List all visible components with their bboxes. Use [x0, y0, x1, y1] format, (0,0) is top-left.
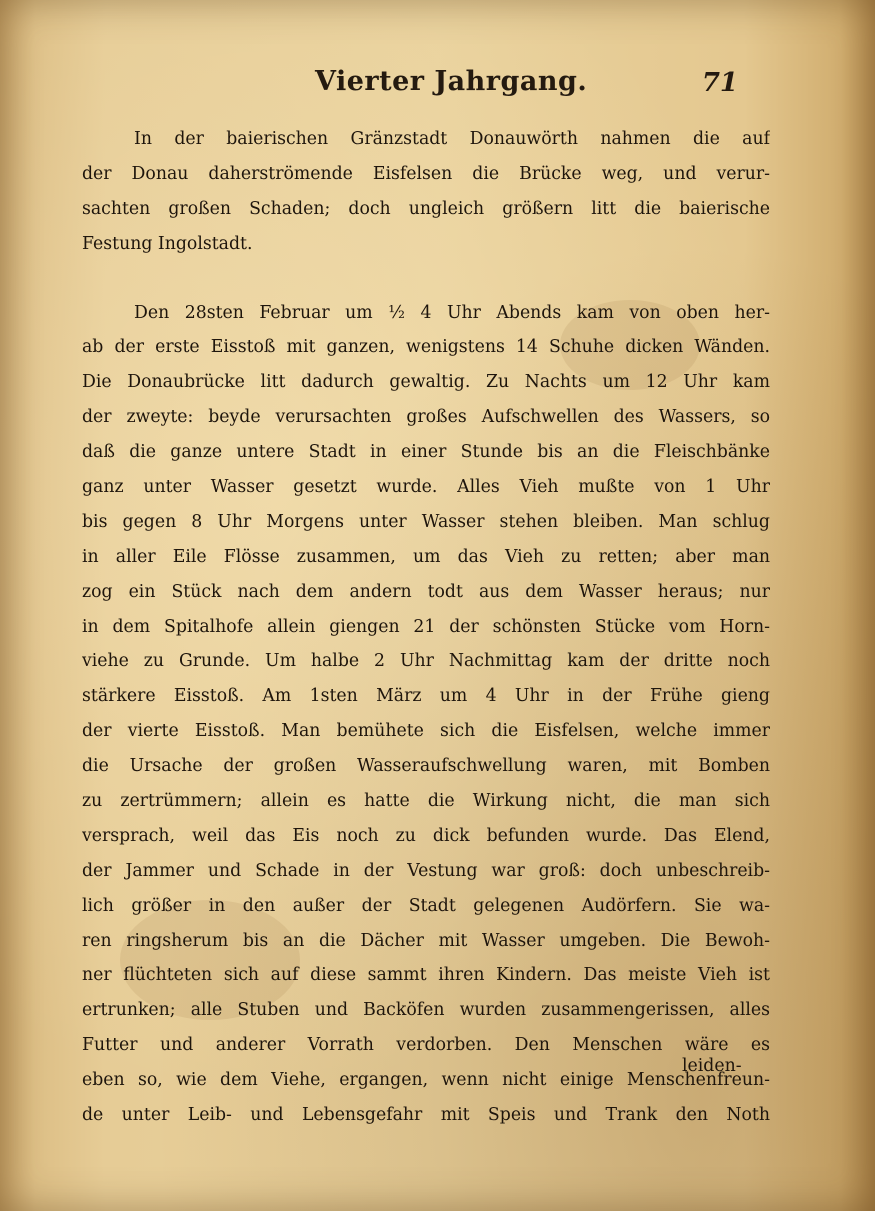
- page-number: 71: [701, 68, 738, 98]
- text-line: daß die ganze untere Stadt in einer Stunde bis an die Fleischbänke: [82, 442, 770, 463]
- text-line: zu zertrümmern; allein es hatte die Wirkung nicht, die man sich: [82, 791, 770, 812]
- running-title: Vierter Jahrgang.: [315, 66, 588, 97]
- text-line: bis gegen 8 Uhr Morgens unter Wasser stehen bleiben. Man schlug: [82, 511, 770, 532]
- paragraph: [82, 122, 770, 262]
- text-line: Die Donaubrücke litt dadurch gewaltig. Zu Nachts um 12 Uhr kam: [82, 372, 770, 393]
- text-line: der vierte Eisstoß. Man bemühete sich die Eisfelsen, welche immer: [82, 721, 770, 742]
- paragraph-gap: [82, 262, 770, 296]
- body-text: [82, 122, 770, 1133]
- text-line: de unter Leib- und Lebensgefahr mit Speis und Trank den Noth: [82, 1105, 770, 1126]
- text-line: der zweyte: beyde verursachten großes Aufschwellen des Wassers, so: [82, 407, 770, 428]
- text-line: versprach, weil das Eis noch zu dick befunden wurde. Das Elend,: [82, 825, 770, 846]
- text-line: in aller Eile Flösse zusammen, um das Vieh zu retten; aber man: [82, 546, 770, 567]
- text-line: Festung Ingolstadt.: [82, 233, 253, 254]
- text-line: der Donau daherströmende Eisfelsen die Brücke weg, und verur-: [82, 163, 770, 184]
- text-line: viehe zu Grunde. Um halbe 2 Uhr Nachmittag kam der dritte noch: [82, 651, 770, 672]
- catchword: leiden-: [682, 1056, 742, 1076]
- paragraph: [82, 296, 770, 1133]
- text-line: sachten großen Schaden; doch ungleich größern litt die baierische: [82, 198, 770, 219]
- page-header: [80, 62, 770, 106]
- text-line: stärkere Eisstoß. Am 1sten März um 4 Uhr in der Frühe gieng: [82, 686, 770, 707]
- text-line: eben so, wie dem Viehe, ergangen, wenn nicht einige Menschenfreun-: [82, 1070, 770, 1091]
- text-line: lich größer in den außer der Stadt gelegenen Audörfern. Sie wa-: [82, 895, 770, 916]
- text-line: die Ursache der großen Wasseraufschwellung waren, mit Bomben: [82, 756, 770, 777]
- text-line: ner flüchteten sich auf diese sammt ihren Kindern. Das meiste Vieh ist: [82, 965, 770, 986]
- text-line: Den 28sten Februar um ½ 4 Uhr Abends kam von oben her-: [134, 302, 770, 323]
- text-line: ren ringsherum bis an die Dächer mit Wasser umgeben. Die Bewoh-: [82, 930, 770, 951]
- text-line: Futter und anderer Vorrath verdorben. Den Menschen wäre es: [82, 1035, 770, 1056]
- text-line: ab der erste Eisstoß mit ganzen, wenigstens 14 Schuhe dicken Wänden.: [82, 337, 770, 358]
- text-line: ertrunken; alle Stuben und Backöfen wurden zusammengerissen, alles: [82, 1000, 770, 1021]
- text-line: der Jammer und Schade in der Vestung war groß: doch unbeschreib-: [82, 860, 770, 881]
- text-line: ganz unter Wasser gesetzt wurde. Alles Vieh mußte von 1 Uhr: [82, 477, 770, 498]
- text-line: In der baierischen Gränzstadt Donauwörth nahmen die auf: [134, 129, 770, 149]
- text-line: in dem Spitalhofe allein giengen 21 der schönsten Stücke vom Horn-: [82, 616, 770, 637]
- text-line: zog ein Stück nach dem andern todt aus dem Wasser heraus; nur: [82, 581, 770, 602]
